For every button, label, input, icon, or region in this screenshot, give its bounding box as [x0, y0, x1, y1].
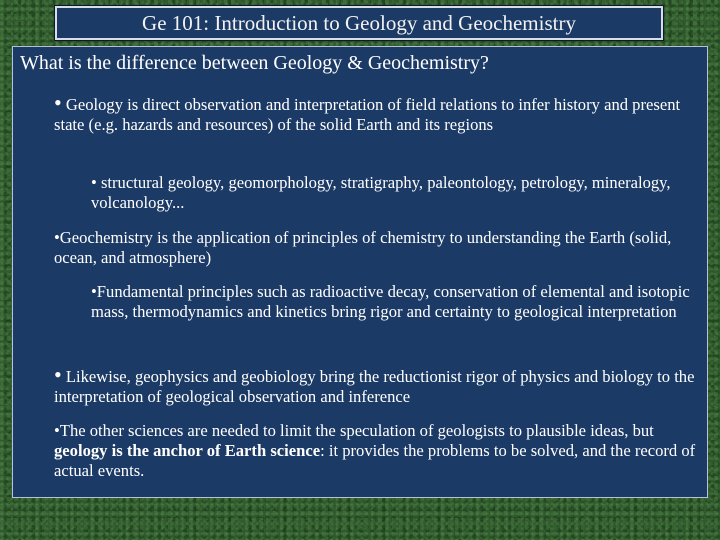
- bullet-geophysics-geobiology: [54, 362, 702, 407]
- bullet-other-sciences-end: : it provides the problems to be solved, and the record of actual events.: [54, 441, 696, 480]
- bullet-fundamental-principles: •Fundamental principles such as radioactive decay, conservation of elemental and isotopic mass, thermodynamics and kinetics bring rigor and certainty to geological interpretation: [91, 282, 690, 321]
- bullet-anchor-emphasis: geology is the anchor of Earth science: [54, 441, 321, 460]
- bullet-marker: •: [54, 362, 62, 387]
- title-bar: [55, 6, 663, 40]
- bullet-geology-subfields: • structural geology, geomorphology, stratigraphy, paleontology, petrology, mineralogy, volcanology...: [91, 173, 671, 212]
- bullet-geology: [54, 90, 702, 135]
- bullet-geophysics-text: Likewise, geophysics and geobiology bring the reductionist rigor of physics and biology to the interpretation of geological observation and inference: [54, 367, 695, 406]
- question-heading: What is the difference between Geology & Geochemistry?: [20, 52, 489, 74]
- bullet-other-sciences: [54, 421, 704, 481]
- slide-title: Ge 101: Introduction to Geology and Geochemistry: [142, 10, 576, 35]
- bullet-marker: •: [54, 90, 62, 115]
- bullet-geochemistry: •Geochemistry is the application of principles of chemistry to understanding the Earth (solid, ocean, and atmosphere): [54, 228, 672, 267]
- content-panel: [12, 46, 708, 498]
- bullet-other-sciences-text: •The other sciences are needed to limit the speculation of geologists to plausible ideas, but: [54, 421, 654, 440]
- bullet-geology-text: Geology is direct observation and interpretation of field relations to infer history and present state (e.g. hazards and resources) of the solid Earth and its regions: [54, 95, 681, 134]
